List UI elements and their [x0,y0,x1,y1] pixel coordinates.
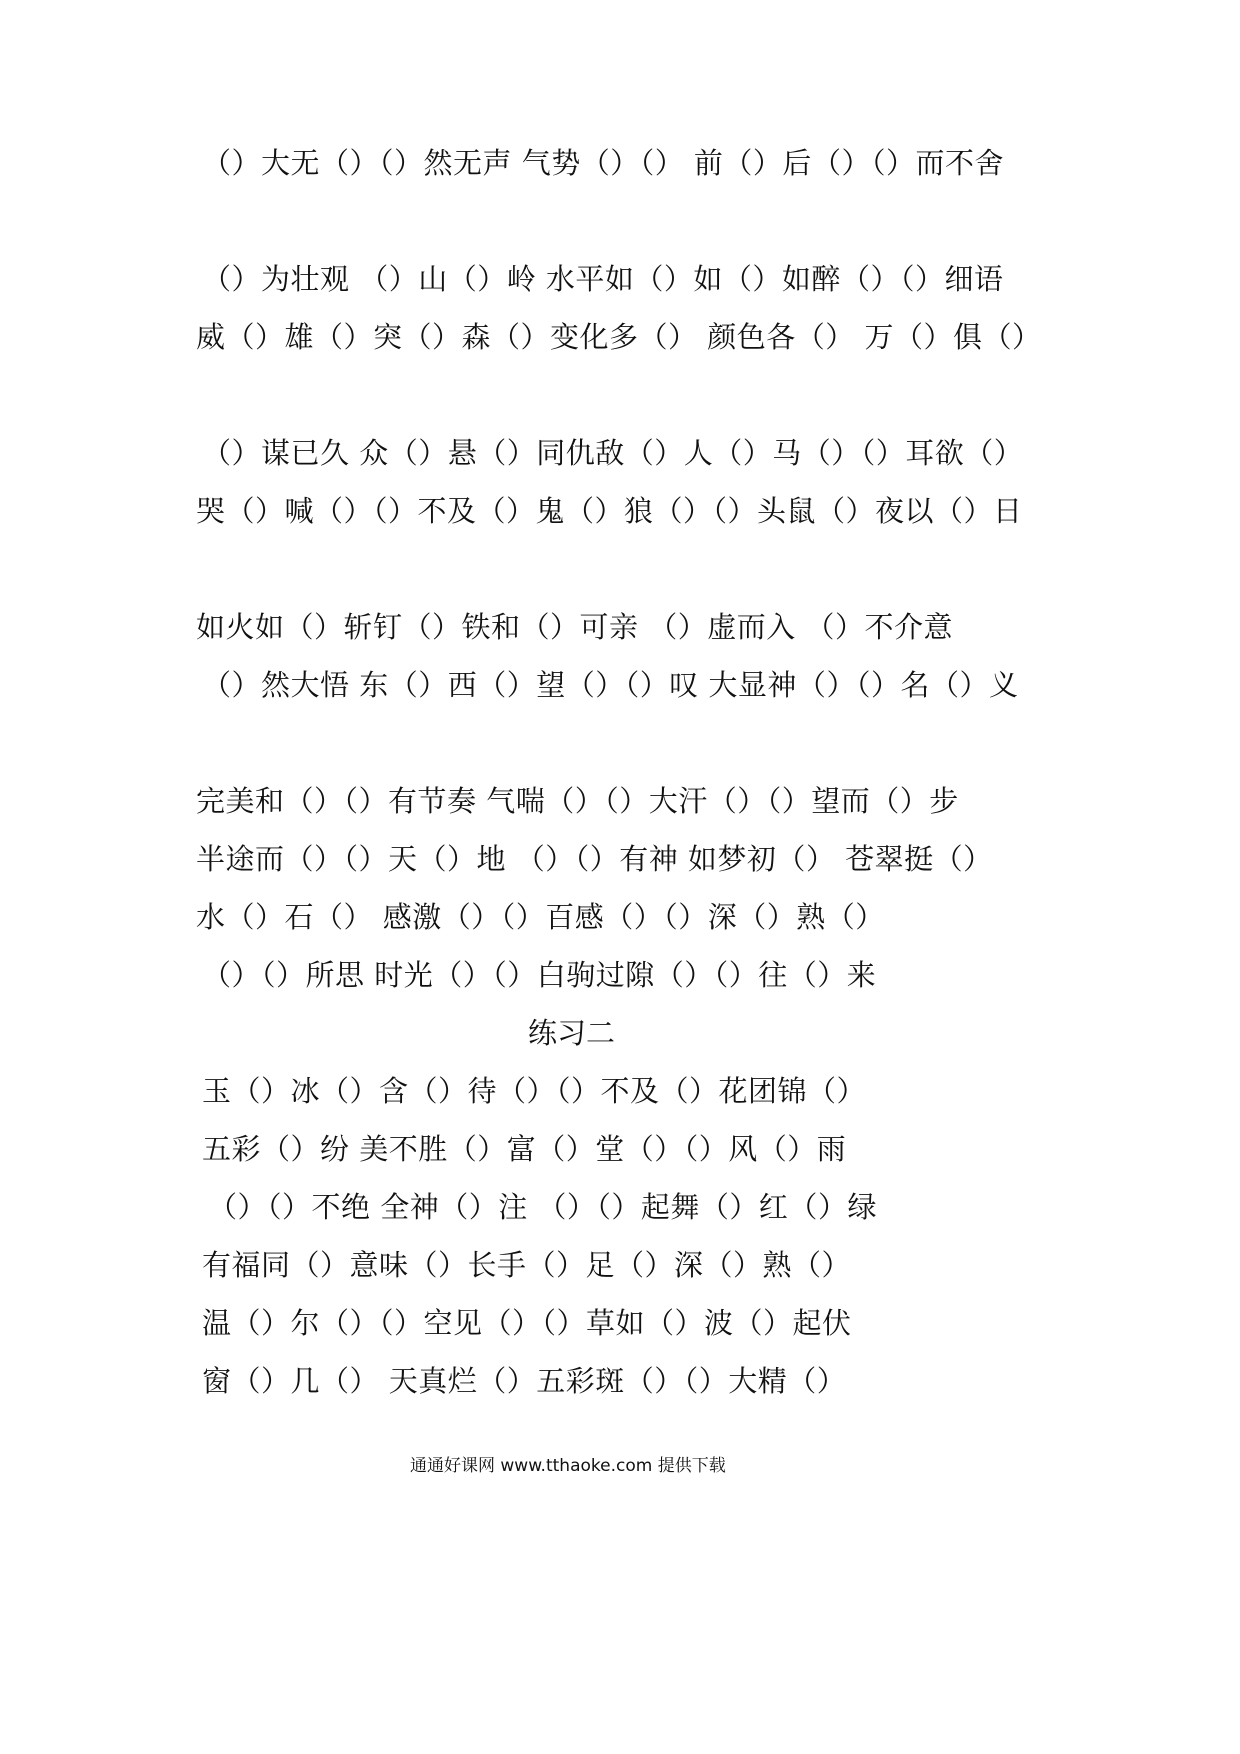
exercise2-line-3: （）（）不绝 全神（）注 （）（）起舞（）红（）绿 [208,1190,877,1224]
exercise-line-10: 水（）石（） 感激（）（）百感（）（）深（）熟（） [196,900,885,934]
section-title: 练习二 [528,1016,616,1050]
exercise-line-6: 如火如（）斩钉（）铁和（）可亲 （）虚而入 （）不介意 [196,610,953,644]
exercise-line-3: 威（）雄（）突（）森（）变化多（） 颜色各（） 万（）俱（） [196,320,1042,354]
exercise-line-5: 哭（）喊（）（）不及（）鬼（）狼（）（）头鼠（）夜以（）日 [196,494,1023,528]
exercise-line-8: 完美和（）（）有节奏 气喘（）（）大汗（）（）望而（）步 [196,784,959,818]
exercise2-line-1: 玉（）冰（）含（）待（）（）不及（）花团锦（） [202,1074,867,1108]
exercise-line-7: （）然大悟 东（）西（）望（）（）叹 大显神（）（）名（）义 [202,668,1019,702]
exercise-line-11: （）（）所思 时光（）（）白驹过隙（）（）往（）来 [202,958,877,992]
exercise2-line-4: 有福同（）意味（）长手（）足（）深（）熟（） [202,1248,852,1282]
exercise2-line-6: 窗（）几（） 天真烂（）五彩斑（）（）大精（） [202,1364,847,1398]
exercise-line-9: 半途而（）（）天（）地 （）（）有神 如梦初（） 苍翠挺（） [196,842,993,876]
footer-credit: 通通好课网 www.tthaoke.com 提供下载 [410,1456,726,1476]
exercise-line-1: （）大无（）（）然无声 气势（）（） 前（）后（）（）而不舍 [202,146,1004,180]
exercise-line-2: （）为壮观 （）山（）岭 水平如（）如（）如醉（）（）细语 [202,262,1004,296]
exercise-line-4: （）谋已久 众（）悬（）同仇敌（）人（）马（）（）耳欲（） [202,436,1024,470]
exercise2-line-5: 温（）尔（）（）空见（）（）草如（）波（）起伏 [202,1306,852,1340]
exercise2-line-2: 五彩（）纷 美不胜（）富（）堂（）（）风（）雨 [202,1132,847,1166]
